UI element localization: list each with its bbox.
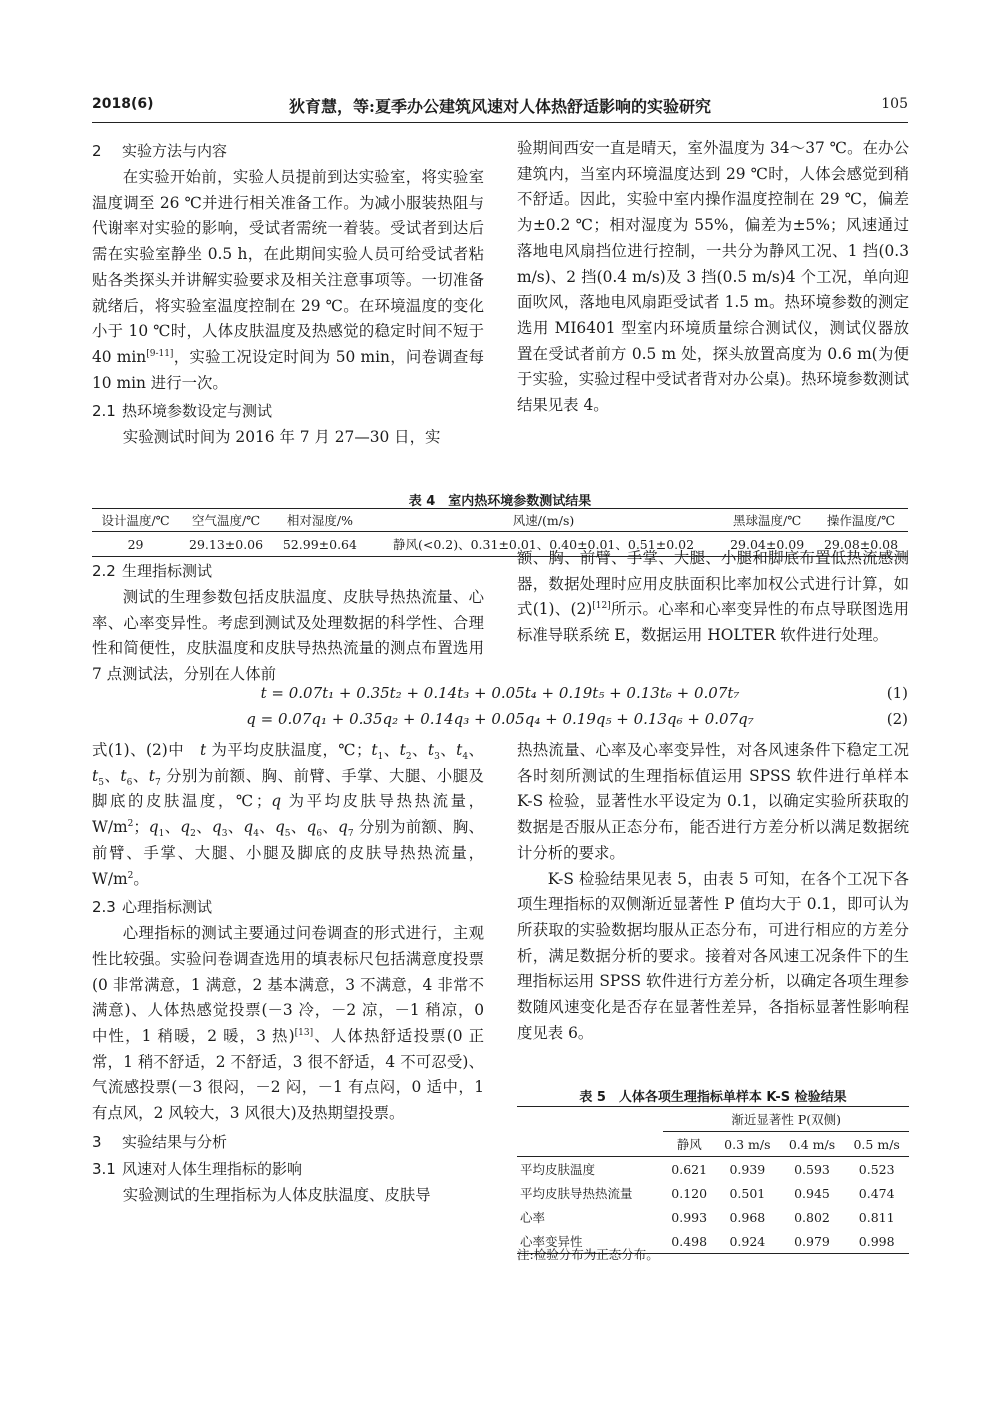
table5-cell: 0.811 — [858, 1209, 895, 1225]
journal-issue: 2018(6) — [92, 96, 154, 112]
table5-span-header: 渐近显著性 P(双侧) — [663, 1107, 909, 1132]
table5-header-row-1 — [517, 1107, 909, 1132]
table4-header-cell: 设计温度/℃ — [92, 509, 179, 532]
equation-1-number: (1) — [886, 684, 908, 702]
paragraph-psych: 心理指标的测试主要通过问卷调查的形式进行，主观性比较强。实验问卷调查选用的填表标尺包括满意度投票(0 非常满意，1 满意，2 基本满意，3 不满意，4 非常不满意)、人体热感觉投票(－3 冷，－2 凉，－1 稍凉，0 中性，1 稍暖，2 暖，3 热)[13]、人体热舒适投票(0 正常，1 稍不舒适，2 不舒适，3 很不舒适，4 不可忍受)、气流感投票(－3 很闷，－2 闷，－1 有点闷，0 适中，1 有点风，2 风较大，3 风很大)及热期望投票。 — [92, 924, 484, 1123]
table5-caption: 表 5 人体各项生理指标单样本 K-S 检验结果 — [579, 1090, 847, 1105]
table5-cell: 0.474 — [858, 1185, 895, 1201]
table4-header-cell: 风速/(m/s) — [367, 509, 720, 532]
table4-header-cell: 操作温度/℃ — [814, 509, 908, 532]
table-row — [517, 1181, 909, 1205]
table5-row-label: 心率 — [520, 1210, 546, 1225]
table-row — [517, 1205, 909, 1229]
table5-cell: 0.523 — [858, 1161, 895, 1177]
table5-row-label: 平均皮肤温度 — [520, 1162, 596, 1177]
table5 — [517, 1106, 909, 1254]
section-heading-2-3: 2.3 心理指标测试 — [92, 898, 213, 917]
left-column-top — [92, 136, 484, 451]
section-heading-3: 3 实验结果与分析 — [92, 1132, 228, 1151]
paragraph-results-cont: 热热流量、心率及心率变异性，对各风速条件下稳定工况各时刻所测试的生理指标值运用 SPSS 软件进行单样本 K-S 检验，显著性水平设定为 0.1，以确定实验所获取的数据是否服从正态分布，能否进行方差分析以满足数据统计分析的要求。 — [517, 741, 909, 862]
paragraph-thermal-cont: 验期间西安一直是晴天，室外温度为 34～37 ℃。在办公建筑内，当室内环境温度达到 29 ℃时，人体会感觉到稍不舒适。因此，实验中室内操作温度控制在 29 ℃，偏差为±0.2 ℃；相对湿度为 55%，偏差为±5%；风速通过落地电风扇挡位进行控制，一共分为静风工况、1 挡(0.3 m/s)、2 挡(0.4 m/s)及 3 挡(0.5 m/s)4 个工况，单向迎面吹风，落地电风扇距受试者 1.5 m。热环境参数的测定选用 MI6401 型室内环境质量综合测试仪，测试仪器放置在受试者前方 0.5 m 处，探头放置高度为 0.6 m(为便于实验，实验过程中受试者背对办公桌)。热环境参数测试结果见表 4。 — [517, 139, 909, 415]
table4-cell: 52.99±0.64 — [282, 536, 357, 552]
table4-cell: 29.04±0.09 — [730, 536, 805, 552]
table5-column-header: 0.4 m/s — [780, 1132, 845, 1157]
table5-cell: 0.593 — [794, 1161, 830, 1177]
right-column-top — [517, 136, 909, 419]
right-column-middle — [517, 546, 909, 649]
table5-cell: 0.945 — [794, 1185, 830, 1201]
equation-2-formula: q = 0.07q₁ + 0.35q₂ + 0.14q₃ + 0.05q₄ + 0.19q₅ + 0.13q₆ + 0.07q₇ — [246, 710, 754, 728]
table5-cell: 0.501 — [729, 1185, 766, 1201]
table4-caption: 表 4 室内热环境参数测试结果 — [408, 494, 592, 509]
citation-ref: [9-11] — [146, 348, 174, 359]
paragraph-ks-results: K-S 检验结果见表 5，由表 5 可知，在各个工况下各项生理指标的双侧渐近显著性 P 值均大于 0.1，即可认为所获取的实验数据均服从正态分布，可进行相应的方差分析，满足数据分析的要求。接着对各风速工况条件下的生理指标运用 SPSS 软件进行方差分析，以确定各项生理参数随风速变化是否存在显著性差异，各指标显著性影响程度见表 6。 — [517, 869, 909, 1042]
table-row — [517, 1157, 909, 1182]
citation-ref: [13] — [294, 1027, 314, 1038]
paragraph-physio: 测试的生理参数包括皮肤温度、皮肤导热热流量、心率、心率变异性。考虑到测试及处理数据的科学性、合理性和简便性，皮肤温度和皮肤导热热流量的测点布置选用 7 点测试法，分别在人体前 — [92, 588, 484, 684]
table5-cell: 0.968 — [729, 1209, 766, 1225]
equation-1 — [92, 684, 908, 708]
table5-row-label: 平均皮肤导热热流量 — [520, 1186, 633, 1201]
table5-column-header: 0.3 m/s — [715, 1132, 780, 1157]
table5-column-header: 0.5 m/s — [844, 1132, 909, 1157]
table4-header-cell: 空气温度/℃ — [179, 509, 273, 532]
section-heading-2: 2 实验方法与内容 — [92, 142, 228, 160]
table5-cell: 0.120 — [671, 1185, 708, 1201]
equation-2 — [92, 710, 908, 734]
table4-cell: 29 — [127, 536, 144, 552]
table5-column-header: 静风 — [663, 1132, 715, 1157]
section-heading-2-2: 2.2 生理指标测试 — [92, 562, 213, 580]
table5-cell: 0.979 — [794, 1233, 830, 1249]
table5-cell: 0.498 — [671, 1233, 708, 1249]
paragraph-equation-explain: 式(1)、(2)中 t 为平均皮肤温度，℃；$t_1$、$t_2$、$t_3$、$t_4$、$t_5$、$t_6$、$t_7$ 分别为前额、胸、前臂、手掌、大腿、小腿及脚底的皮肤温度，℃；q 为平均皮肤导热热流量，$W/m^2$；$q_1$、$q_2$、$q_3$、$q_4$、$q_5$、$q_6$、$q_7$ 分别为前额、胸、前臂、手掌、大腿、小腿及脚底的皮肤导热热流量，$W/m^2$。 — [92, 741, 484, 888]
equation-1-formula: t = 0.07t₁ + 0.35t₂ + 0.14t₃ + 0.05t₄ + 0.19t₅ + 0.13t₆ + 0.07t₇ — [260, 684, 740, 702]
running-header — [92, 92, 908, 123]
left-column-middle — [92, 556, 484, 688]
running-title: 狄育慧，等:夏季办公建筑风速对人体热舒适影响的实验研究 — [289, 97, 711, 116]
table4-cell: 29.08±0.08 — [823, 536, 899, 552]
right-column-bottom — [517, 738, 909, 1046]
paragraph-thermal-start: 实验测试时间为 2016 年 7 月 27—30 日，实 — [122, 428, 441, 447]
paragraph-physio-cont: 额、胸、前臂、手掌、大腿、小腿和脚底布置低热流感测器，数据处理时应用皮肤面积比率加权公式进行计算，如式(1)、(2)[12]所示。心率和心率变异性的布点导联图选用标准导联系统 E，数据运用 HOLTER 软件进行处理。 — [517, 549, 909, 645]
table4-cell: 静风(<0.2)、0.31±0.01、0.40±0.01、0.51±0.02 — [393, 537, 695, 552]
left-column-bottom — [92, 738, 484, 1209]
table5-cell: 0.939 — [729, 1161, 766, 1177]
citation-ref: [12] — [592, 601, 611, 612]
paragraph-method: 在实验开始前，实验人员提前到达实验室，将实验室温度调至 26 ℃并进行相关准备工作。为减小服装热阻与代谢率对实验的影响，受试者需统一着装。受试者到达后需在实验室静坐 0.5 h，在此期间实验人员可给受试者粘贴各类探头并讲解实验要求及相关注意事项等。一切准备就绪后，将实验室温度控制在 29 ℃。在环境温度的变化小于 10 ℃时，人体皮肤温度及热感觉的稳定时间不短于 40 min[9-11]，实验工况设定时间为 50 min，问卷调查每 10 min 进行一次。 — [92, 168, 484, 392]
table5-cell: 0.621 — [671, 1161, 708, 1177]
table5-cell: 0.802 — [794, 1209, 830, 1225]
table5-cell: 0.998 — [858, 1233, 895, 1249]
table4-header-cell: 黑球温度/℃ — [720, 509, 814, 532]
equation-2-number: (2) — [886, 710, 908, 728]
table4-header-cell: 相对湿度/% — [273, 509, 367, 532]
paragraph-results-start: 实验测试的生理指标为人体皮肤温度、皮肤导 — [122, 1185, 431, 1204]
section-heading-3-1: 3.1 风速对人体生理指标的影响 — [92, 1159, 303, 1178]
table5-header-row-2 — [517, 1132, 909, 1157]
section-heading-2-1: 2.1 热环境参数设定与测试 — [92, 402, 273, 421]
table4-cell: 29.13±0.06 — [189, 536, 264, 552]
table5-note: 注:检验分布为正态分布。 — [517, 1247, 659, 1262]
table4-header-row — [92, 509, 908, 532]
table5-cell: 0.924 — [729, 1233, 766, 1249]
table5-cell: 0.993 — [671, 1209, 708, 1225]
table5-row-label: 心率变异性 — [520, 1234, 583, 1249]
page-number: 105 — [881, 96, 908, 112]
